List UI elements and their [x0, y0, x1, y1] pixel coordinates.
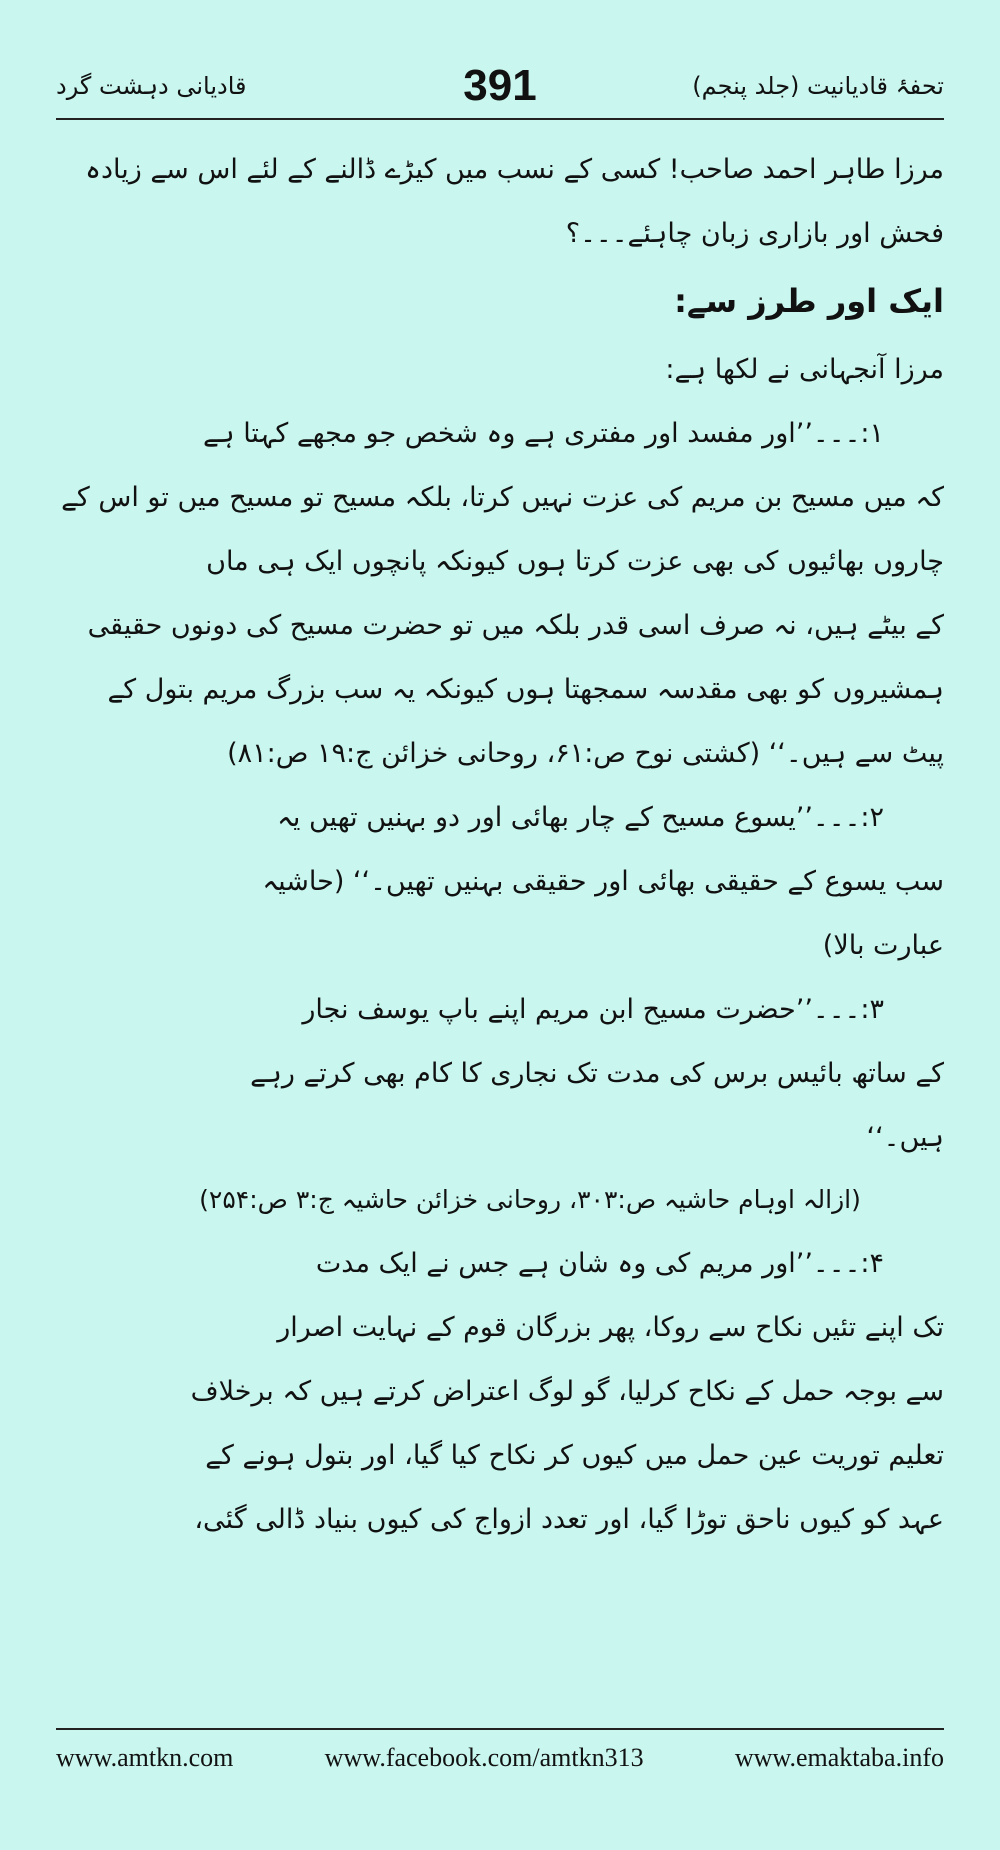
- quote-1: [61, 402, 944, 786]
- quote-line: تعلیم توریت عین حمل میں کیوں کر نکاح کیا گیا، اور بتول ہونے کے: [205, 1440, 944, 1471]
- quote-line: عہد کو کیوں ناحق توڑا گیا، اور تعدد ازواج کی کیوں بنیاد ڈالی گئی،: [194, 1504, 944, 1535]
- page-number: 391: [463, 61, 537, 110]
- quote-line: کے بیٹے ہیں، نہ صرف اسی قدر بلکہ میں تو حضرت مسیح کی دونوں حقیقی: [87, 610, 944, 641]
- quote-line: سب یسوع کے حقیقی بھائی اور حقیقی بہنیں تھیں۔‘‘ (حاشیہ: [262, 866, 944, 897]
- body-line: مرزا آنجہانی نے لکھا ہے:: [665, 354, 944, 385]
- body-line: مرزا طاہر احمد صاحب! کسی کے نسب میں کیڑے ڈالنے کے لئے اس سے زیادہ: [85, 154, 944, 185]
- quote-4: [180, 1232, 944, 1552]
- quote-2: [180, 786, 944, 978]
- page-body: [56, 138, 944, 1552]
- quote-reference: (ازالہ اوہام حاشیہ ص:۳۰۳، روحانی خزائن حاشیہ ج:۳ ص:۲۵۴): [199, 1185, 861, 1214]
- quote-line: کے ساتھ بائیس برس کی مدت تک نجاری کا کام بھی کرتے رہے: [250, 1058, 944, 1089]
- quote-line: ۲:۔۔۔’’یسوع مسیح کے چار بھائی اور دو بہنیں تھیں یہ: [277, 802, 884, 833]
- quote-line: کہ میں مسیح بن مریم کی عزت نہیں کرتا، بلکہ مسیح تو مسیح میں تو اس کے: [61, 482, 944, 513]
- quote-line: ہمشیروں کو بھی مقدسہ سمجھتا ہوں کیونکہ یہ سب بزرگ مریم بتول کے: [107, 674, 944, 705]
- header-book-title: تحفۂ قادیانیت (جلد پنجم): [692, 72, 944, 100]
- footer-link-facebook[interactable]: www.facebook.com/amtkn313: [324, 1743, 644, 1772]
- quote-line: تک اپنے تئیں نکاح سے روکا، پھر بزرگان قوم کے نہایت اصرار: [277, 1312, 944, 1343]
- quote-line: ۱:۔۔۔’’اور مفسد اور مفتری ہے وہ شخص جو مجھے کہتا ہے: [202, 418, 884, 449]
- section-heading: ایک اور طرز سے:: [674, 282, 944, 320]
- header-section-title: قادیانی دہشت گرد: [56, 72, 247, 100]
- quote-line: سے بوجہ حمل کے نکاح کرلیا، گو لوگ اعتراض کرتے ہیں کہ برخلاف: [190, 1376, 944, 1407]
- footer-divider: [56, 1728, 944, 1730]
- quote-line: ۳:۔۔۔’’حضرت مسیح ابن مریم اپنے باپ یوسف نجار: [302, 994, 884, 1025]
- quote-line: عبارت بالا): [822, 930, 944, 961]
- quote-line: ہیں۔‘‘: [866, 1122, 944, 1153]
- page-footer: [56, 1738, 944, 1778]
- quote-line: پیٹ سے ہیں۔‘‘ (کشتی نوح ص:۶۱، روحانی خزائن ج:۱۹ ص:۸۱): [227, 738, 944, 769]
- quote-line: چاروں بھائیوں کی بھی عزت کرتا ہوں کیونکہ پانچوں ایک ہی ماں: [206, 546, 944, 577]
- page-header: [56, 60, 944, 112]
- footer-link-amtkn[interactable]: www.amtkn.com: [56, 1743, 234, 1772]
- quote-3: [180, 978, 944, 1170]
- quote-line: ۴:۔۔۔’’اور مریم کی وہ شان ہے جس نے ایک مدت: [315, 1248, 884, 1279]
- body-line: فحش اور بازاری زبان چاہئے۔۔۔؟: [565, 218, 944, 249]
- header-divider: [56, 118, 944, 120]
- footer-link-emaktaba[interactable]: www.emaktaba.info: [734, 1743, 944, 1772]
